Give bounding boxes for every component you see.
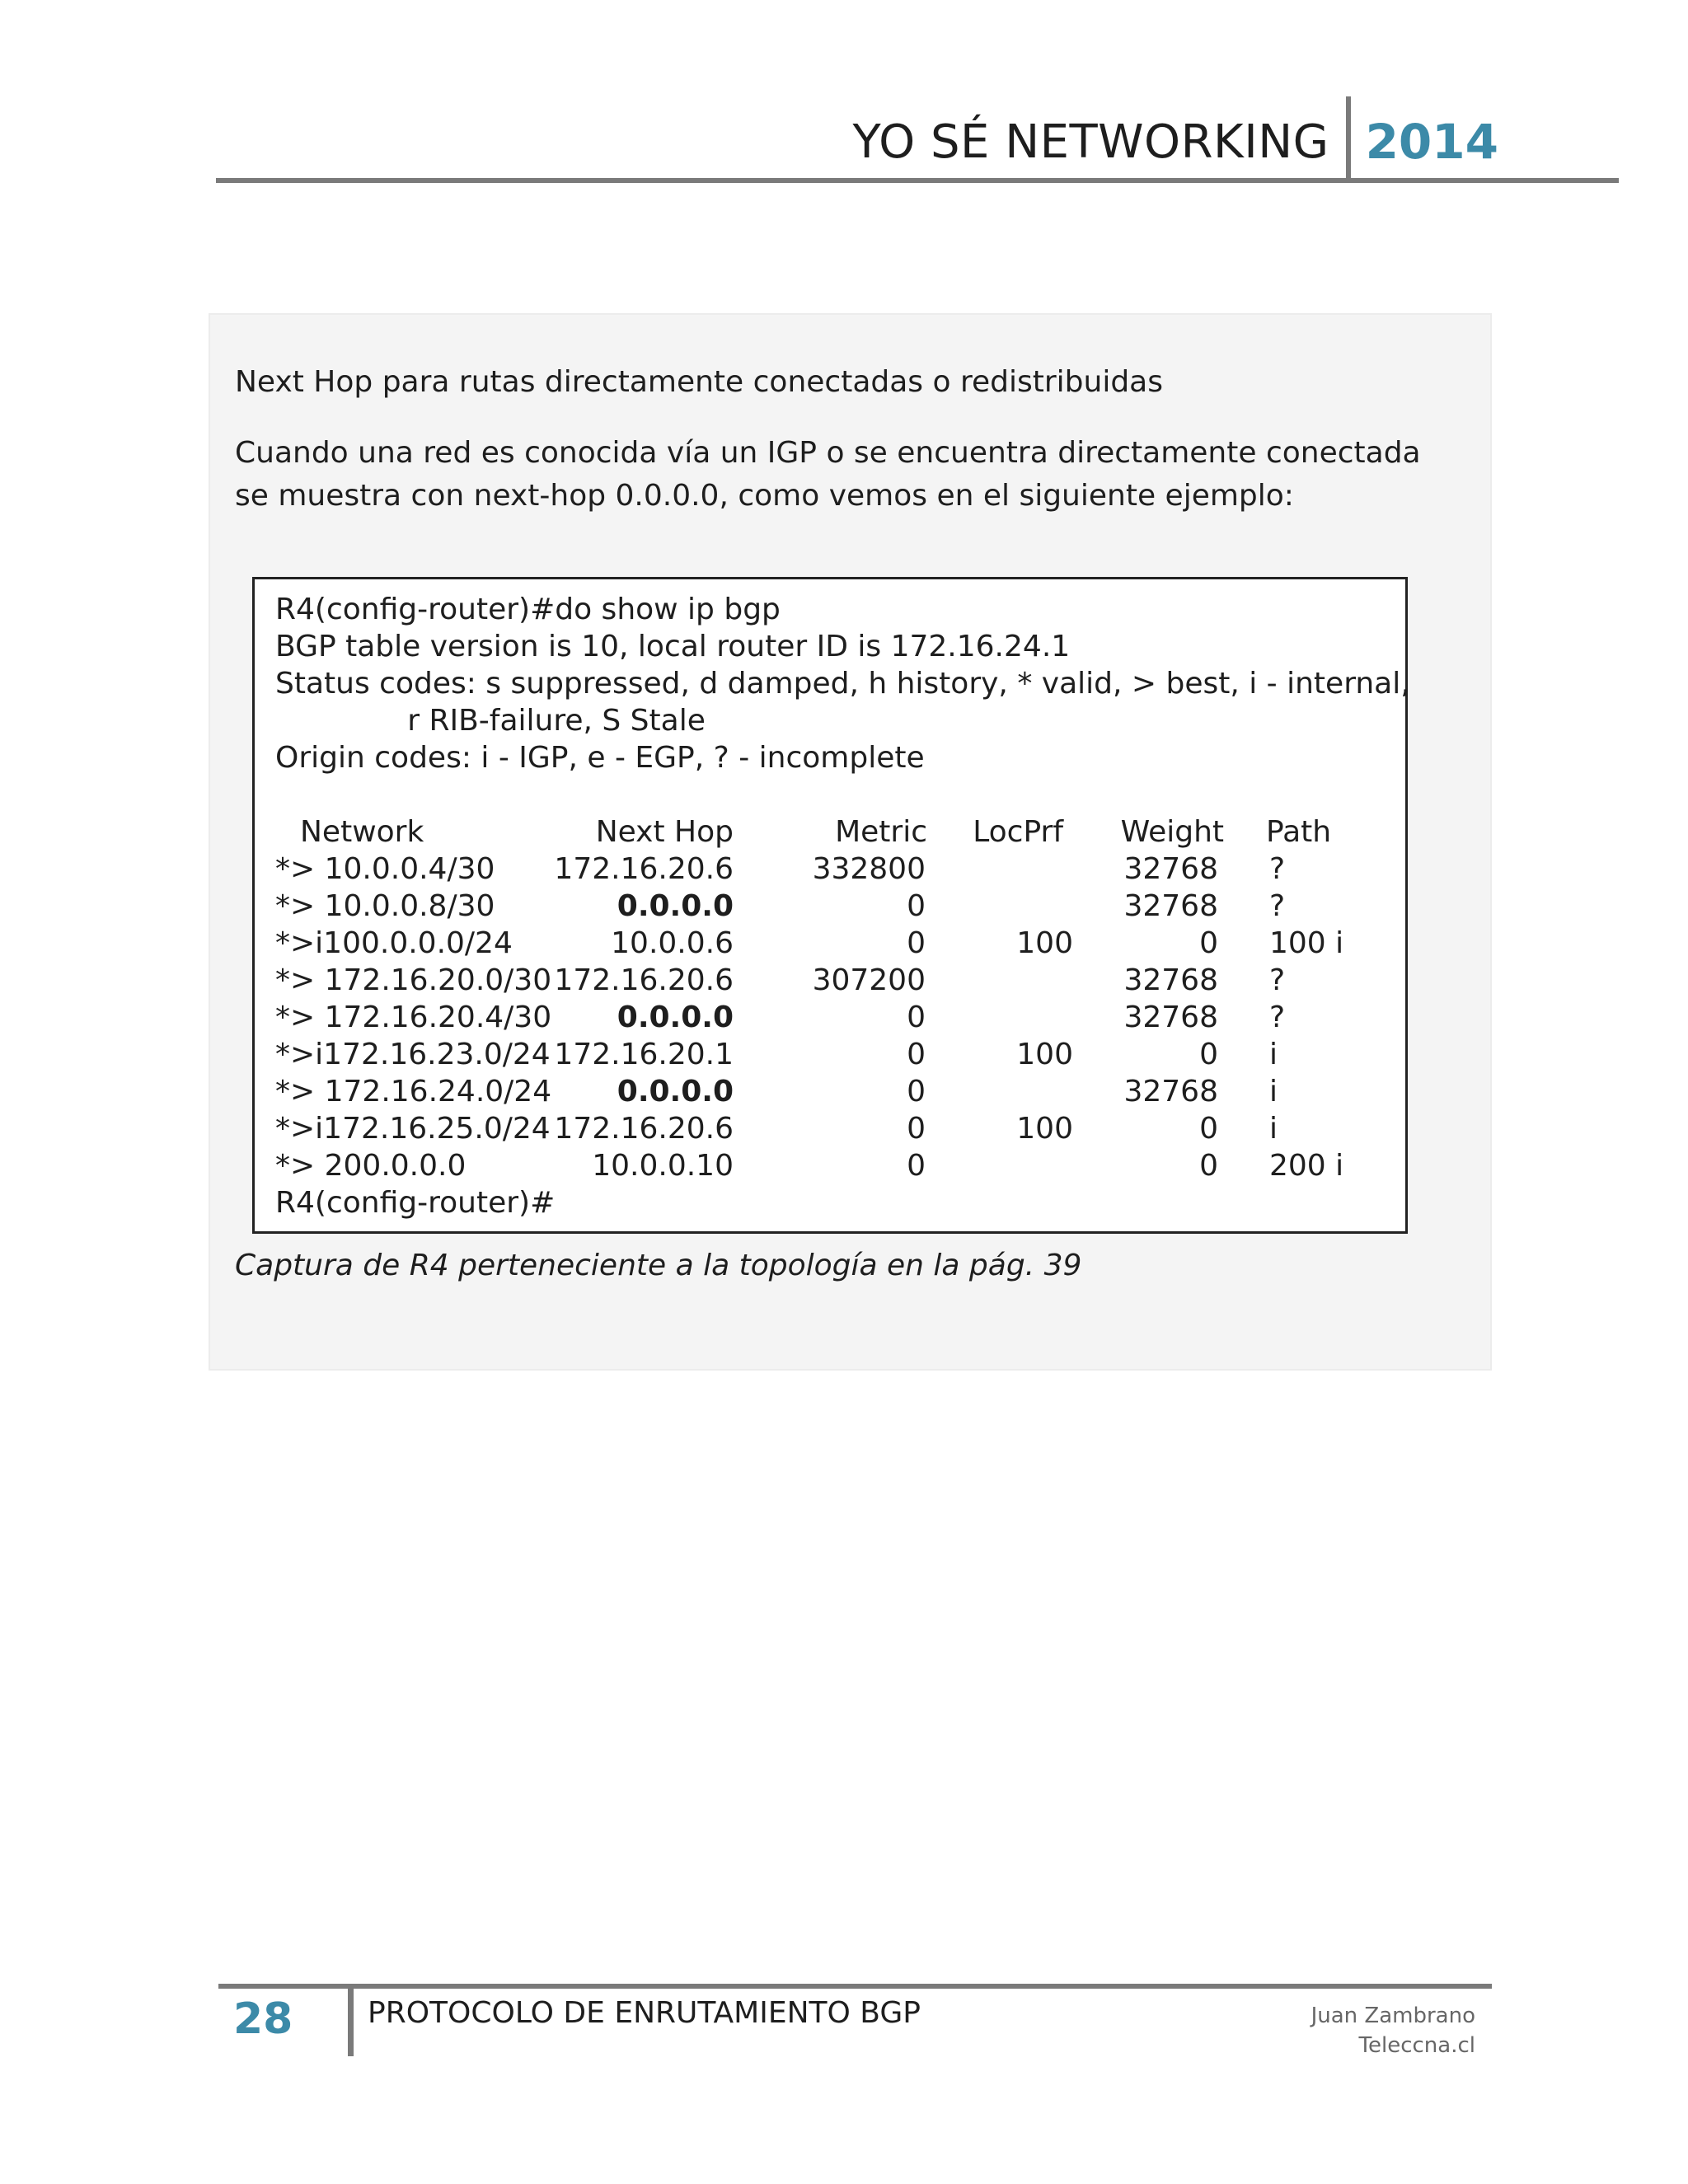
table-cell-weight: 32768 bbox=[1123, 852, 1218, 886]
table-cell-locprf: 100 bbox=[1016, 1112, 1073, 1146]
table-cell-next-hop: 172.16.20.6 bbox=[554, 963, 734, 997]
table-cell-path: 100 i bbox=[1269, 926, 1344, 960]
table-cell-metric: 0 bbox=[907, 1112, 926, 1146]
table-cell-next-hop: 0.0.0.0 bbox=[617, 889, 734, 923]
table-cell-network: *> 172.16.24.0/24 bbox=[275, 1075, 552, 1108]
table-cell-metric: 0 bbox=[907, 926, 926, 960]
table-cell-weight: 0 bbox=[1199, 1038, 1218, 1071]
table-cell-metric: 332800 bbox=[812, 852, 926, 886]
figure-caption: Captura de R4 perteneciente a la topología en la pág. 39 bbox=[235, 1249, 1082, 1282]
table-cell-path: ? bbox=[1269, 963, 1286, 997]
author-name: Juan Zambrano bbox=[1311, 2004, 1475, 2028]
footer-rule bbox=[218, 1984, 1492, 1989]
table-header-cell: Next Hop bbox=[595, 815, 734, 849]
header-rule bbox=[216, 178, 1619, 183]
table-cell-path: ? bbox=[1269, 852, 1286, 886]
footer-credits bbox=[1311, 2001, 1475, 2060]
table-cell-weight: 32768 bbox=[1123, 1075, 1218, 1108]
paragraph-line: se muestra con next-hop 0.0.0.0, como vemos en el siguiente ejemplo: bbox=[235, 479, 1294, 513]
table-cell-next-hop: 172.16.20.1 bbox=[554, 1038, 734, 1071]
table-cell-path: i bbox=[1269, 1038, 1278, 1071]
terminal-line: r RIB-failure, S Stale bbox=[275, 704, 706, 738]
table-cell-locprf: 100 bbox=[1016, 1038, 1073, 1071]
table-cell-network: *> 172.16.20.4/30 bbox=[275, 1001, 552, 1034]
table-cell-metric: 0 bbox=[907, 1001, 926, 1034]
table-header-cell: Network bbox=[300, 815, 424, 849]
table-cell-next-hop: 0.0.0.0 bbox=[617, 1075, 734, 1108]
table-header-cell: LocPrf bbox=[973, 815, 1063, 849]
table-cell-metric: 0 bbox=[907, 1038, 926, 1071]
table-cell-next-hop: 0.0.0.0 bbox=[617, 1001, 734, 1034]
table-cell-network: *>i172.16.25.0/24 bbox=[275, 1112, 551, 1146]
table-cell-network: *>i100.0.0.0/24 bbox=[275, 926, 513, 960]
table-cell-path: i bbox=[1269, 1112, 1278, 1146]
page-number: 28 bbox=[233, 1994, 293, 2044]
table-header-cell: Metric bbox=[835, 815, 927, 849]
table-cell-weight: 32768 bbox=[1123, 963, 1218, 997]
table-cell-network: *> 200.0.0.0 bbox=[275, 1149, 467, 1183]
site-name: Teleccna.cl bbox=[1358, 2033, 1475, 2058]
table-cell-locprf: 100 bbox=[1016, 926, 1073, 960]
terminal-line: R4(config-router)#do show ip bgp bbox=[275, 593, 781, 626]
table-cell-metric: 0 bbox=[907, 1075, 926, 1108]
table-cell-weight: 0 bbox=[1199, 1112, 1218, 1146]
table-cell-next-hop: 10.0.0.10 bbox=[592, 1149, 734, 1183]
table-cell-network: *> 10.0.0.4/30 bbox=[275, 852, 495, 886]
terminal-line: Status codes: s suppressed, d damped, h history, * valid, > best, i - internal, bbox=[275, 667, 1410, 701]
header-year: 2014 bbox=[1365, 114, 1498, 170]
header-title: YO SÉ NETWORKING bbox=[852, 115, 1329, 169]
table-cell-path: 200 i bbox=[1269, 1149, 1344, 1183]
table-cell-network: *>i172.16.23.0/24 bbox=[275, 1038, 551, 1071]
table-cell-metric: 0 bbox=[907, 889, 926, 923]
page-header bbox=[852, 109, 1498, 175]
terminal-line: BGP table version is 10, local router ID is 172.16.24.1 bbox=[275, 630, 1071, 663]
table-cell-network: *> 10.0.0.8/30 bbox=[275, 889, 495, 923]
table-cell-path: ? bbox=[1269, 889, 1286, 923]
table-cell-metric: 0 bbox=[907, 1149, 926, 1183]
table-cell-path: i bbox=[1269, 1075, 1278, 1108]
footer-separator bbox=[348, 1984, 354, 2056]
table-cell-metric: 307200 bbox=[812, 963, 926, 997]
table-cell-weight: 32768 bbox=[1123, 1001, 1218, 1034]
terminal-prompt: R4(config-router)# bbox=[275, 1186, 556, 1220]
table-cell-weight: 0 bbox=[1199, 1149, 1218, 1183]
section-heading: Next Hop para rutas directamente conectadas o redistribuidas bbox=[235, 365, 1163, 399]
body-paragraph bbox=[235, 432, 1471, 518]
table-cell-next-hop: 10.0.0.6 bbox=[611, 926, 734, 960]
table-cell-weight: 0 bbox=[1199, 926, 1218, 960]
table-cell-next-hop: 172.16.20.6 bbox=[554, 1112, 734, 1146]
table-cell-network: *> 172.16.20.0/30 bbox=[275, 963, 552, 997]
table-header-cell: Path bbox=[1266, 815, 1332, 849]
paragraph-line: Cuando una red es conocida vía un IGP o se encuentra directamente conectada bbox=[235, 436, 1421, 470]
table-cell-path: ? bbox=[1269, 1001, 1286, 1034]
footer-title: PROTOCOLO DE ENRUTAMIENTO BGP bbox=[368, 1996, 921, 2030]
table-cell-weight: 32768 bbox=[1123, 889, 1218, 923]
terminal-line: Origin codes: i - IGP, e - EGP, ? - incomplete bbox=[275, 741, 925, 775]
table-cell-next-hop: 172.16.20.6 bbox=[554, 852, 734, 886]
table-header-cell: Weight bbox=[1120, 815, 1224, 849]
